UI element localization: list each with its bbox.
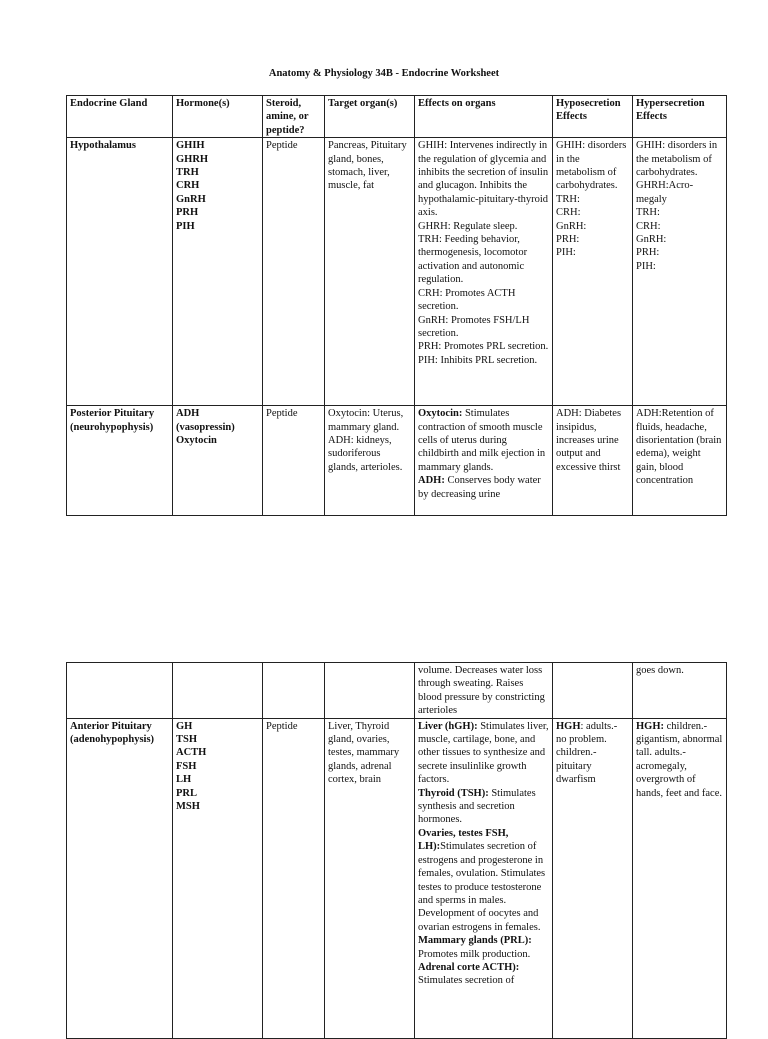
- hypo-item: GHIH: disorders in the metabolism of carbohydrates.: [556, 140, 627, 192]
- effect-text: Stimulates liver, muscle, cartilage, bone, and other tissues to synthesize and secrete insulinlike growth factors.: [418, 720, 549, 786]
- endocrine-table-part-2: [66, 662, 727, 1039]
- effect-label: Thyroid (TSH):: [418, 787, 489, 799]
- effect-item: PRH: Promotes PRL secretion.: [418, 341, 549, 353]
- hypo-text: : adults.- no problem. children.- pituitary dwarfism: [556, 720, 618, 786]
- type-continued: [263, 663, 325, 719]
- hormones-hypothalamus: [173, 138, 263, 406]
- endocrine-table-part-1: [66, 95, 727, 516]
- table-row-hypothalamus: [67, 138, 727, 406]
- hypo-hypothalamus: [553, 138, 633, 406]
- hyper-continued: goes down.: [633, 663, 727, 719]
- hyper-item: TRH:: [636, 207, 660, 219]
- effect-label: Adrenal corte ACTH):: [418, 961, 520, 973]
- hormone-item: CRH: [176, 180, 200, 192]
- table-row-continued: [67, 663, 727, 719]
- hormone-item: TRH: [176, 167, 199, 179]
- hyper-item: GHRH:Acro-megaly: [636, 180, 694, 205]
- hormone-item: TSH: [176, 734, 198, 746]
- effect-text: Promotes milk production.: [418, 948, 531, 960]
- header-effects: Effects on organs: [415, 96, 553, 138]
- hormones-anterior-pituitary: [173, 718, 263, 1038]
- hormone-item: MSH: [176, 801, 200, 813]
- effect-item: [418, 961, 549, 988]
- hyper-posterior-pituitary: [633, 406, 727, 516]
- hormones-posterior-pituitary: [173, 406, 263, 516]
- effect-item: TRH: Feeding behavior, thermogenesis, locomotor activation and autonomic regulation.: [418, 234, 528, 286]
- effect-label: Ovaries, testes FSH, LH):: [418, 827, 509, 853]
- hormone-item: LH: [176, 774, 192, 786]
- effect-item: [418, 407, 549, 474]
- type-hypothalamus: Peptide: [263, 138, 325, 406]
- effect-item: [418, 827, 549, 934]
- effect-item: GHIH: Intervenes indirectly in the regulation of glycemia and inhibits the secretion of insulin and glucagon. Inhibits the hypothalamic-pituitary-thyroid axis.: [418, 140, 549, 219]
- type-posterior-pituitary: Peptide: [263, 406, 325, 516]
- effects-hypothalamus: [415, 138, 553, 406]
- hypo-item: TRH:: [556, 193, 580, 205]
- effect-text: Stimulates synthesis and secretion hormones.: [418, 787, 536, 826]
- hormone-item: GH: [176, 720, 193, 732]
- hyper-item: GHIH: disorders in the metabolism of carbohydrates.: [636, 140, 718, 179]
- hormone-item: ADH (vasopressin): [176, 408, 235, 433]
- effect-text: Stimulates secretion of estrogens and progesterone in females, ovulation. Stimulates testes to produce testosterone and sperms in males. Development of oocytes and ovarian estrogens in females.: [418, 841, 546, 933]
- type-anterior-pituitary: Peptide: [263, 718, 325, 1038]
- gland-posterior-pituitary: Posterior Pituitary (neurohypophysis): [67, 406, 173, 516]
- header-hyper: Hypersecretion Effects: [633, 96, 727, 138]
- hormone-item: PIH: [176, 220, 195, 232]
- hormone-item: Oxytocin: [176, 435, 217, 447]
- effect-label: Oxytocin:: [418, 408, 463, 420]
- effect-label: Liver (hGH):: [418, 720, 478, 732]
- effect-label: ADH:: [418, 475, 445, 487]
- target-anterior-pituitary: Liver, Thyroid gland, ovaries, testes, mammary glands, adrenal cortex, brain: [325, 718, 415, 1038]
- hypo-posterior-pituitary: ADH: Diabetes insipidus, increases urine output and excessive thirst: [553, 406, 633, 516]
- effect-item: CRH: Promotes ACTH secretion.: [418, 287, 516, 313]
- effect-item: [418, 720, 549, 787]
- hypo-item: PIH:: [556, 247, 576, 259]
- hormones-continued: [173, 663, 263, 719]
- hypo-continued: [553, 663, 633, 719]
- header-hypo: Hyposecretion Effects: [553, 96, 633, 138]
- header-type: Steroid, amine, or peptide?: [263, 96, 325, 138]
- effect-item: [418, 934, 549, 961]
- header-gland: Endocrine Gland: [67, 96, 173, 138]
- hormone-item: ACTH: [176, 747, 207, 759]
- hypo-item: CRH:: [556, 207, 581, 219]
- hyper-item: PIH:: [636, 260, 656, 272]
- effect-item: [418, 787, 549, 827]
- effect-item: PIH: Inhibits PRL secretion.: [418, 354, 538, 366]
- hyper-item: GnRH:: [636, 234, 667, 246]
- hypo-item: GnRH:: [556, 220, 587, 232]
- hormone-item: GHRH: [176, 153, 209, 165]
- hypo-anterior-pituitary: [553, 718, 633, 1038]
- effects-posterior-pituitary: [415, 406, 553, 516]
- hyper-hypothalamus: [633, 138, 727, 406]
- effects-anterior-pituitary: [415, 718, 553, 1038]
- effect-text: Conserves body water by decreasing urine: [418, 475, 541, 500]
- table-header-row: [67, 96, 727, 138]
- table-row-posterior-pituitary: [67, 406, 727, 516]
- effect-item: GnRH: Promotes FSH/LH secretion.: [418, 314, 530, 339]
- hyper-text: children.- gigantism, abnormal tall. adults.- acromegaly, overgrowth of hands, feet and face.: [636, 720, 723, 799]
- effect-text: Stimulates contraction of smooth muscle cells of uterus during childbirth and milk ejection in mammary glands.: [418, 408, 546, 473]
- hyper-anterior-pituitary: [633, 718, 727, 1038]
- effect-item: [418, 474, 549, 501]
- table-row-anterior-pituitary: [67, 718, 727, 1038]
- effect-label: Mammary glands (PRL):: [418, 935, 532, 947]
- effect-item: GHRH: Regulate sleep.: [418, 220, 518, 232]
- hyper-text: ADH:Retention of fluids, headache, disorientation (brain edema), weight gain, blood concentration: [636, 408, 722, 487]
- hormone-item: GnRH: [176, 193, 206, 205]
- page-title: Anatomy & Physiology 34B - Endocrine Worksheet: [268, 68, 500, 79]
- effect-text: Stimulates secretion of: [418, 975, 515, 987]
- hormone-item: PRH: [176, 207, 199, 219]
- hormone-item: FSH: [176, 760, 197, 772]
- target-continued: [325, 663, 415, 719]
- gland-hypothalamus: Hypothalamus: [67, 138, 173, 406]
- hyper-label: HGH:: [636, 720, 664, 732]
- hyper-item: PRH:: [636, 247, 660, 259]
- gland-anterior-pituitary: Anterior Pituitary (adenohypophysis): [67, 718, 173, 1038]
- hormone-item: GHIH: [176, 140, 205, 152]
- header-hormones: Hormone(s): [173, 96, 263, 138]
- hypo-item: PRH:: [556, 234, 580, 246]
- hormone-item: PRL: [176, 787, 197, 799]
- header-target: Target organ(s): [325, 96, 415, 138]
- target-posterior-pituitary: Oxytocin: Uterus, mammary gland. ADH: kidneys, sudoriferous glands, arterioles.: [325, 406, 415, 516]
- gland-continued: [67, 663, 173, 719]
- hypo-label: HGH: [556, 720, 581, 732]
- hyper-item: CRH:: [636, 220, 661, 232]
- target-hypothalamus: Pancreas, Pituitary gland, bones, stomach, liver, muscle, fat: [325, 138, 415, 406]
- effects-continued: volume. Decreases water loss through sweating. Raises blood pressure by constricting arterioles: [415, 663, 553, 719]
